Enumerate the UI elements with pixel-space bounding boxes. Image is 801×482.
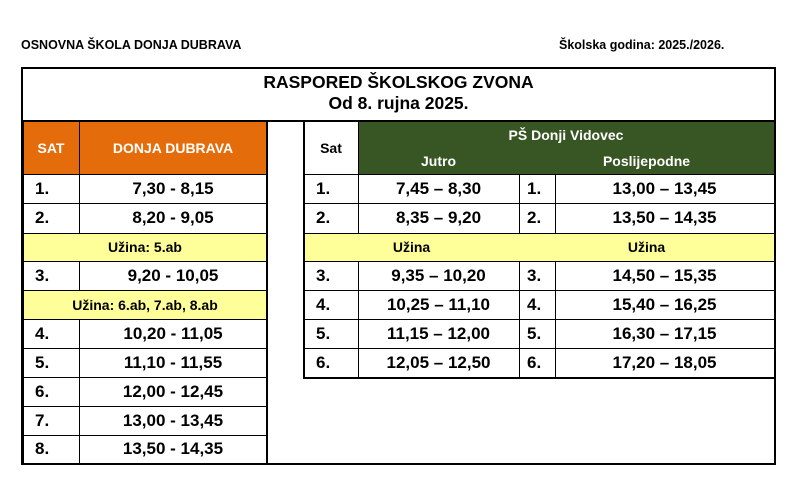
right-grid — [303, 233, 775, 234]
left-row-1-time: 7,30 - 8,15 — [132, 178, 214, 198]
left-grid — [22, 406, 268, 407]
right-row-1-number-pm: 1. — [527, 178, 542, 198]
left-row-8-time: 13,50 - 14,35 — [122, 439, 224, 458]
left-grid — [79, 261, 80, 290]
left-row-5-time: 11,10 - 11,55 — [123, 352, 223, 372]
left-row-3-time: 9,20 - 10,05 — [127, 265, 219, 285]
left-grid — [22, 435, 268, 436]
left-sat-header: SAT — [23, 122, 79, 174]
left-grid — [22, 233, 268, 234]
left-row-4-number: 4. — [35, 323, 50, 343]
right-row-1-afternoon: 13,00 – 13,45 — [612, 178, 717, 198]
left-grid — [79, 122, 80, 233]
right-row-6-morning: 12,05 – 12,50 — [386, 352, 491, 372]
left-grid — [22, 463, 268, 465]
right-row-2-afternoon: 13,50 – 14,35 — [612, 208, 717, 227]
right-row-2-number-pm: 2. — [527, 208, 542, 227]
left-grid — [22, 319, 268, 320]
right-grid — [303, 261, 775, 262]
right-row-3-afternoon: 14,50 – 15,35 — [612, 265, 717, 285]
right-morning-header: Jutro — [358, 148, 519, 174]
right-row-6-number-pm: 6. — [527, 352, 542, 372]
left-grid — [22, 203, 268, 204]
left-grid — [79, 319, 80, 464]
left-place-header: DONJA DUBRAVA — [79, 122, 267, 174]
right-grid — [303, 348, 775, 349]
left-row-2-number: 2. — [35, 208, 50, 227]
right-sat-header: Sat — [320, 140, 342, 156]
school-name: OSNOVNA ŠKOLA DONJA DUBRAVA — [21, 38, 242, 52]
right-afternoon-header: Poslijepodne — [519, 148, 774, 174]
left-row-6-time: 12,00 - 12,45 — [122, 381, 224, 401]
left-row-2-time: 8,20 - 9,05 — [132, 208, 214, 227]
right-row-5-morning: 11,15 – 12,00 — [386, 323, 491, 343]
left-grid — [22, 174, 268, 175]
right-row-4-number-pm: 4. — [527, 294, 542, 314]
left-row-8-number: 8. — [35, 439, 50, 458]
left-break-1: Užina: 5.ab — [23, 233, 267, 261]
left-row-4-time: 10,20 - 11,05 — [123, 323, 223, 343]
left-row-1-number: 1. — [35, 178, 50, 198]
right-row-2-morning: 8,35 – 9,20 — [395, 208, 482, 227]
schedule-title — [23, 72, 774, 114]
right-grid — [303, 319, 775, 320]
right-break-afternoon: Užina — [627, 239, 666, 255]
right-row-3-morning: 9,35 – 10,20 — [391, 265, 486, 285]
right-row-5-number-pm: 5. — [527, 323, 542, 343]
school-year: Školska godina: 2025./2026. — [559, 38, 725, 52]
left-row-7-time: 13,00 - 13,45 — [122, 410, 224, 430]
left-row-6-number: 6. — [35, 381, 50, 401]
right-school-header: PŠ Donji Vidovec — [358, 122, 774, 148]
right-grid — [358, 122, 359, 233]
left-row-7-number: 7. — [35, 410, 50, 430]
right-grid — [303, 377, 775, 379]
left-row-5-number: 5. — [35, 352, 50, 372]
left-grid — [22, 290, 268, 291]
left-grid — [22, 348, 268, 349]
left-break-2: Užina: 6.ab, 7.ab, 8.ab — [23, 290, 267, 319]
right-grid — [303, 174, 775, 175]
right-grid — [303, 203, 775, 204]
left-row-3-number: 3. — [35, 265, 50, 285]
right-row-4-morning: 10,25 – 11,10 — [386, 294, 491, 314]
right-break-morning: Užina — [392, 239, 431, 255]
title-line-2: Od 8. rujna 2025. — [328, 93, 469, 113]
left-grid — [22, 261, 268, 262]
right-row-4-number: 4. — [316, 294, 331, 314]
right-row-3-number-pm: 3. — [527, 265, 542, 285]
right-row-5-number: 5. — [316, 323, 331, 343]
right-row-2-number: 2. — [316, 208, 331, 227]
right-row-6-afternoon: 17,20 – 18,05 — [612, 352, 717, 372]
right-row-6-number: 6. — [316, 352, 331, 372]
right-row-4-afternoon: 15,40 – 16,25 — [612, 294, 717, 314]
right-row-5-afternoon: 16,30 – 17,15 — [612, 323, 717, 343]
right-grid — [303, 122, 305, 378]
right-row-3-number: 3. — [316, 265, 331, 285]
right-grid — [303, 290, 775, 291]
right-row-1-number: 1. — [316, 178, 331, 198]
right-row-1-morning: 7,45 – 8,30 — [395, 178, 482, 198]
title-line-1: RASPORED ŠKOLSKOG ZVONA — [263, 72, 534, 92]
left-grid — [22, 377, 268, 378]
